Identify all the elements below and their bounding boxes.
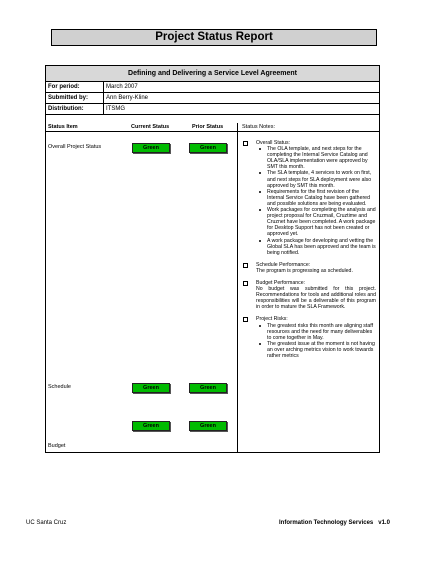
notes-divider — [237, 123, 238, 453]
status-notes — [242, 140, 376, 365]
notes-overall-section — [242, 140, 376, 256]
info-label: For period: — [48, 84, 80, 90]
row-label-overall: Overall Project Status — [48, 144, 102, 150]
info-row-distribution — [46, 104, 379, 115]
column-header-status-item: Status Item — [48, 124, 78, 130]
info-row-submitted-by — [46, 93, 379, 104]
report-frame — [45, 65, 380, 453]
list-item: A work package for developing and vetting the Global SLA has been approved and the team is being notified. — [258, 238, 376, 256]
info-value: ITSMG — [106, 106, 125, 112]
list-item: The OLA template, and next steps for the completing the Internal Service Catalog and OLA/SLA implementation were approved by SMT this month. — [258, 146, 376, 170]
checkbox-bullet-icon — [243, 317, 248, 322]
list-item: The greatest risks this month are aligning staff resources and the need for many deliverables to come together in May. — [258, 323, 376, 341]
budget-prior-status-badge: Green — [189, 421, 227, 431]
list-item: The SLA template, 4 services to work on first, and next steps for SLA deployment were also approved by SMT this month. — [258, 170, 376, 188]
schedule-prior-status-badge: Green — [189, 383, 227, 393]
notes-schedule-text: The program is progressing as scheduled. — [256, 267, 353, 274]
schedule-current-status-badge: Green — [132, 383, 170, 393]
info-value: Ann Berry-Kline — [106, 95, 149, 101]
budget-current-status-badge: Green — [132, 421, 170, 431]
overall-current-status-badge: Green — [132, 143, 170, 153]
checkbox-bullet-icon — [243, 263, 248, 268]
overall-prior-status-badge: Green — [189, 143, 227, 153]
header-divider — [46, 131, 379, 132]
checkbox-bullet-icon — [243, 141, 248, 146]
column-header-prior-status: Prior Status — [192, 124, 224, 130]
notes-risks-section — [242, 316, 376, 359]
info-value: March 2007 — [106, 84, 138, 90]
notes-schedule-heading: Schedule Performance: — [256, 261, 311, 268]
footer-department-version: Information Technology Services v1.0 — [279, 520, 390, 526]
row-label-schedule: Schedule — [48, 384, 71, 390]
notes-budget-text: No budget was submitted for this project. Recommendations for tools and additional roles and responsibilities will be a deliverable of this program in order to mature the SLA Framework. — [256, 286, 376, 311]
checkbox-bullet-icon — [243, 281, 248, 286]
column-header-status-notes: Status Notes: — [242, 124, 276, 130]
list-item: The greatest issue at the moment is not having an over arching metrics vision to work towards rather metrics — [258, 341, 376, 359]
info-label: Distribution: — [48, 106, 84, 112]
info-label: Submitted by: — [48, 95, 88, 101]
list-item: Work packages for completing the analysis and project proposal for Cruzmail, Cruztime and Cruznet have been completed. A work package for Desktop Support has not been created or approved yet. — [258, 207, 376, 237]
report-title: Project Status Report — [51, 29, 377, 46]
list-item: Requirements for the first revision of the Internal Service Catalog have been gathered and possible solutions are being evaluated. — [258, 189, 376, 207]
notes-overall-heading: Overall Status: — [256, 140, 291, 146]
notes-budget-heading: Budget Performance: — [256, 279, 306, 286]
column-header-current-status: Current Status — [131, 124, 170, 130]
info-row-period — [46, 82, 379, 93]
row-label-budget: Budget — [48, 443, 66, 449]
notes-budget-section — [242, 280, 376, 310]
project-subtitle: Defining and Delivering a Service Level Agreement — [46, 66, 379, 82]
footer-organization: UC Santa Cruz — [26, 520, 67, 526]
notes-schedule-section — [242, 262, 376, 274]
notes-risks-heading: Project Risks: — [256, 316, 288, 323]
